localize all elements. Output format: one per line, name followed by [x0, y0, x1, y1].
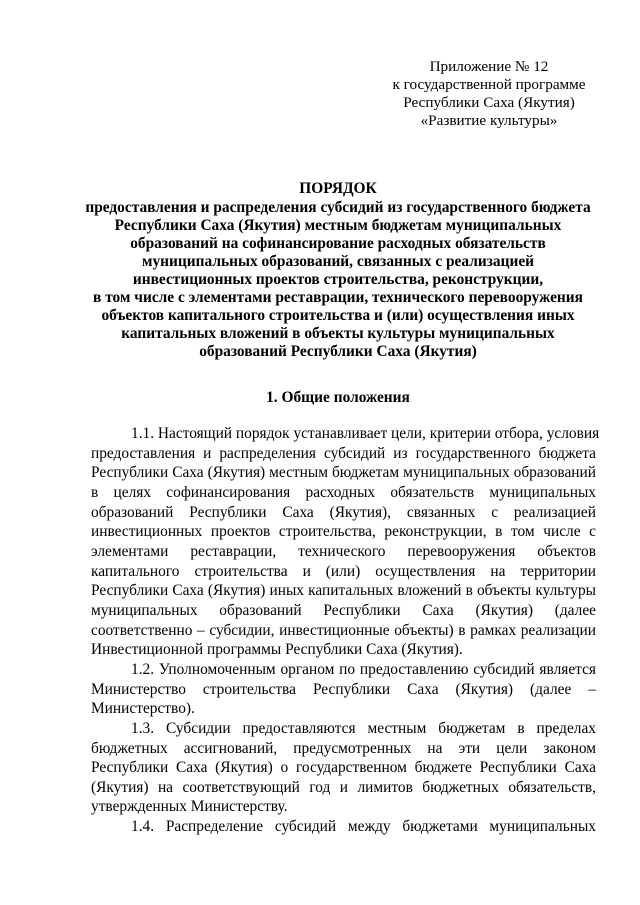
heading-line: в том числе с элементами реставрации, технического перевооружения [93, 289, 583, 306]
paragraph-1-3 [91, 719, 596, 817]
heading-line: образований на софинансирование расходных обязательств [130, 235, 546, 252]
appendix-note [376, 58, 602, 130]
text-line: Республики Саха (Якутия) о государственном бюджете Республики Саха [91, 759, 596, 777]
heading-line: образований Республики Саха (Якутия) [199, 343, 477, 360]
paragraph-1-4 [91, 817, 596, 837]
text-line: элементами реставрации, технического перевооружения объектов [91, 542, 596, 560]
text-line: Министерство строительства Республики Саха (Якутия) (далее – [91, 680, 596, 698]
heading-line: капитальных вложений в объекты культуры муниципальных [121, 325, 555, 342]
appendix-line: «Развитие культуры» [420, 112, 558, 129]
heading-line: Республики Саха (Якутия) местным бюджетам муниципальных [114, 217, 562, 234]
document-heading [78, 180, 598, 361]
heading-line: объектов капитального строительства и (или) осуществления иных [101, 307, 575, 324]
text-line: 1.4. Распределение субсидий между бюджетами муниципальных [131, 818, 596, 836]
text-line: Республики Саха (Якутия) иных капитальных вложений в объекты культуры [91, 582, 596, 600]
text-line: 1.1. Настоящий порядок устанавливает цели, критерии отбора, условия [131, 425, 600, 442]
text-line: утвержденных Министерству. [91, 798, 288, 816]
paragraph-1-2 [91, 660, 596, 719]
heading-line: инвестиционных проектов строительства, реконструкции, [132, 271, 544, 288]
text-line: Республики Саха (Якутия) местным бюджетам муниципальных образований [91, 464, 596, 482]
appendix-line: к государственной программе [392, 76, 586, 93]
appendix-line: Республики Саха (Якутия) [403, 94, 575, 111]
text-line: Инвестиционной программы Республики Саха (Якутия). [91, 641, 463, 659]
text-line: капитального строительства и (или) осуществления на территории [91, 562, 596, 580]
heading-line: муниципальных образований, связанных с реализацией [141, 253, 535, 270]
text-line: образований Республики Саха (Якутия), связанных с реализацией [91, 503, 596, 521]
text-line: бюджетных ассигнований, предусмотренных на эти цели законом [91, 739, 596, 757]
text-line: Министерство). [91, 700, 195, 718]
text-line: предоставления и распределения субсидий из государственного бюджета [91, 444, 596, 462]
paragraph-1-1 [91, 424, 600, 660]
section-heading: 1. Общие положения [266, 389, 410, 406]
document-body [91, 424, 600, 837]
heading-line: предоставления и распределения субсидий из государственного бюджета [85, 199, 591, 216]
text-line: муниципальных образований Республики Саха (Якутия) (далее [91, 601, 596, 619]
appendix-line: Приложение № 12 [429, 58, 549, 75]
text-line: в целях софинансирования расходных обязательств муниципальных [91, 483, 596, 501]
text-line: 1.2. Уполномоченным органом по предоставлению субсидий является [131, 660, 596, 678]
text-line: инвестиционных проектов строительства, реконструкции, в том числе с [91, 523, 596, 541]
text-line: соответственно – субсидии, инвестиционные объекты) в рамках реализации [91, 621, 596, 639]
text-line: (Якутия) на соответствующий год и лимитов бюджетных обязательств, [91, 778, 596, 796]
document-title: ПОРЯДОК [299, 180, 377, 197]
text-line: 1.3. Субсидии предоставляются местным бюджетам в пределах [131, 719, 596, 737]
